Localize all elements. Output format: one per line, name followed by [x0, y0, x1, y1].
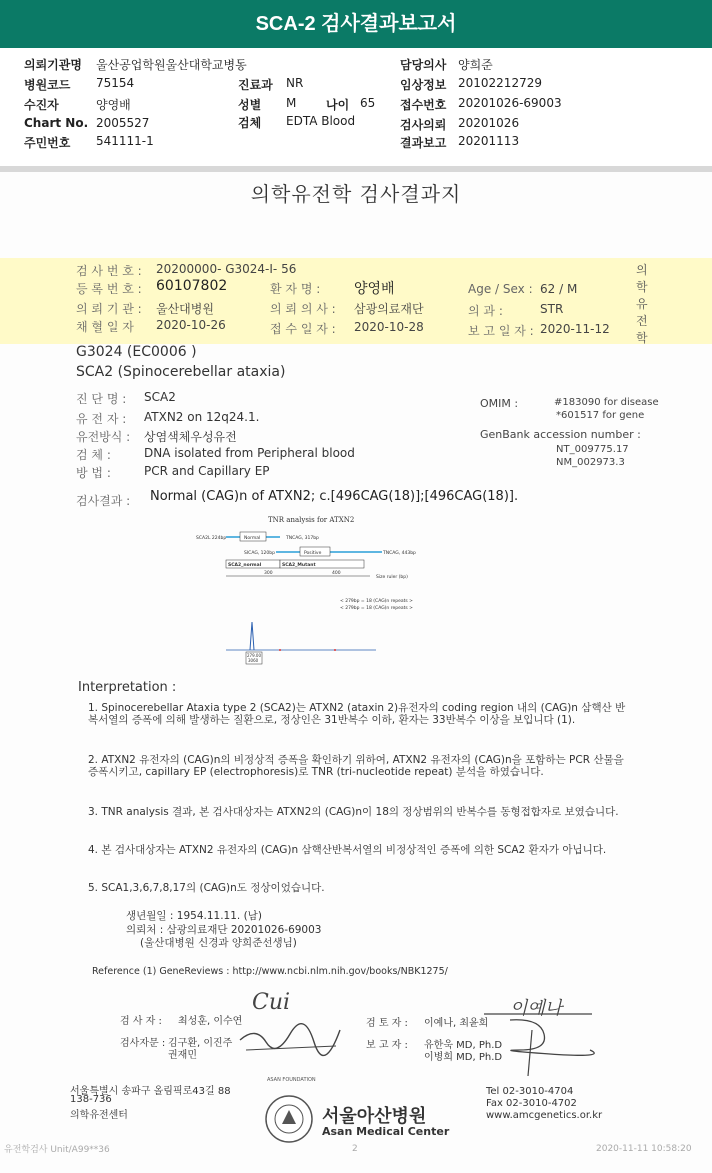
signature-reviewer-text: 이예나 — [510, 998, 563, 1019]
examiner-label: 검 사 자 : — [120, 1016, 162, 1027]
page-number: 2 — [352, 1144, 358, 1154]
specimen-label: 검체 — [238, 116, 262, 130]
signature-examiner-text: Cui — [252, 990, 291, 1015]
figure-expanded-box-text: Positive — [304, 551, 322, 556]
receipt-date-value: 2020-10-28 — [354, 320, 424, 334]
method-value: PCR and Capillary EP — [144, 464, 270, 478]
diag-label: 진 단 명 : — [76, 392, 127, 406]
tnr-analysis-figure — [190, 512, 450, 672]
genbank-nt: NT_009775.17 — [556, 444, 629, 455]
tel: Tel 02-3010-4704 — [486, 1086, 574, 1097]
figure-title: TNR analysis for ATXN2 — [268, 516, 355, 524]
institution-value: 울산공업학원울산대학교병동 — [96, 58, 247, 72]
figure-peak — [250, 622, 254, 650]
gene-label: 유 전 자 : — [76, 412, 127, 426]
examiner-value: 최성훈, 이수연 — [178, 1016, 243, 1027]
chart-no-label: Chart No. — [24, 116, 89, 130]
report-title-bar — [0, 0, 712, 48]
age-sex-value: 62 / M — [540, 282, 578, 296]
patient-label: 수진자 — [24, 98, 59, 112]
reporter-label: 보 고 자 : — [366, 1040, 408, 1051]
req-doctor-value: 삼광의료재단 — [354, 302, 424, 316]
report-date-value: 2020-11-12 — [540, 322, 610, 336]
figure-peak-height: 3060 — [248, 658, 259, 663]
inherit-value: 상염색체우성유전 — [144, 430, 237, 444]
test-name: SCA2 (Spinocerebellar ataxia) — [76, 364, 286, 380]
institution-label: 의뢰기관명 — [24, 58, 82, 72]
request-date-label: 검사의뢰 — [400, 118, 447, 132]
req-inst-label: 의 뢰 기 관 : — [76, 302, 142, 316]
specimen-label: 검 체 : — [76, 448, 111, 462]
timestamp: 2020-11-11 10:58:20 — [596, 1144, 692, 1154]
omim-gene: *601517 for gene — [556, 410, 645, 421]
figure-scale-mutant: SCA2_Mutant — [282, 563, 316, 568]
age-label: 나이 — [326, 98, 350, 112]
figure-marker-1 — [279, 649, 281, 651]
tech-value: 김구환, 이진주 — [168, 1038, 233, 1049]
reg-no-value: 60107802 — [156, 278, 228, 294]
receipt-label: 접수번호 — [400, 98, 447, 112]
specimen-value: DNA isolated from Peripheral blood — [144, 446, 355, 460]
signature-tech — [236, 1020, 346, 1060]
interpretation-item-4: 4. 본 검사대상자는 ATXN2 유전자의 (CAG)n 삼핵산반복서열의 비정상적인 증폭에 의한 SCA2 환자가 아닙니다. — [88, 844, 607, 856]
reviewer-value: 이예나, 최윤희 — [424, 1018, 489, 1029]
report-date-label: 보 고 일 자 : — [468, 324, 534, 338]
figure-expanded-right: TNCAG, 443bp — [383, 551, 416, 556]
tech-label: 검사자문 : — [120, 1038, 166, 1049]
resident-no-value: 541111-1 — [96, 134, 154, 148]
address-line-1: 서울특별시 송파구 올림픽로43길 88 — [70, 1086, 231, 1097]
patient-name-value: 양영배 — [354, 281, 395, 297]
address-line-3: 의학유전센터 — [70, 1110, 128, 1121]
omim-label: OMIM : — [480, 397, 519, 410]
patient-value: 양영배 — [96, 98, 131, 112]
report-date-value: 20201113 — [458, 134, 520, 148]
address-line-2: 138-736 — [70, 1094, 112, 1105]
interpretation-item-3: 3. TNR analysis 결과, 본 검사대상자는 ATXN2의 (CAG)n이 18의 정상범위의 반복수를 동형접합자로 보였습니다. — [88, 806, 619, 818]
reporter-value-2: 이병희 MD, Ph.D — [424, 1052, 503, 1063]
interpretation-label: Interpretation : — [78, 680, 177, 695]
result-label: 검사결과 : — [76, 494, 131, 508]
sex-label: 성별 — [238, 98, 262, 112]
gene-value: ATXN2 on 12q24.1. — [144, 410, 260, 424]
figure-tick-400: 400 — [332, 571, 341, 576]
figure-peak-size: 279.00 — [247, 653, 261, 658]
hospital-code-label: 병원코드 — [24, 78, 71, 92]
referrer-detail: (울산대병원 신경과 양희준선생님) — [140, 937, 297, 949]
receipt-date-label: 접 수 일 자 : — [270, 322, 336, 336]
referrer: 의뢰처 : 삼광의료재단 20201026-69003 — [126, 924, 322, 936]
age-sex-label: Age / Sex : — [468, 282, 533, 296]
receipt-value: 20201026-69003 — [458, 96, 562, 110]
collect-date-value: 2020-10-26 — [156, 318, 226, 332]
req-doctor-label: 의 뢰 의 사 : — [270, 302, 336, 316]
doctor-label: 담당의사 — [400, 58, 447, 72]
resident-no-label: 주민번호 — [24, 136, 71, 150]
collect-date-label: 채 혈 일 자 — [76, 320, 134, 334]
figure-normal-box-text: Normal — [244, 536, 261, 541]
interpretation-item-1: 1. Spinocerebellar Ataxia type 2 (SCA2)는 ATXN2 (ataxin 2)유전자의 coding region 내의 (CAG)n 삼핵산 반복서열의 증폭에 의해 발생하는 질환으로, 정상인은 31반복수 이하, 환자는 33반복수 이상을 보입니다 (1). — [88, 702, 626, 726]
dept-value: NR — [286, 76, 304, 90]
scanned-document — [0, 172, 712, 1173]
req-inst-value: 울산대병원 — [156, 302, 214, 316]
reviewer-label: 검 토 자 : — [366, 1018, 408, 1029]
figure-repeat-2: < 279bp = 18 (CAG)n repeats > — [340, 606, 413, 611]
reg-no-label: 등 록 번 호 : — [76, 282, 142, 296]
test-no-label: 검 사 번 호 : — [76, 264, 142, 278]
figure-scale-normal: SCA2_normal — [228, 563, 262, 568]
clinical-value: 20102212729 — [458, 76, 542, 90]
figure-expanded-label: SICAG, 120bp — [244, 551, 275, 556]
figure-normal-right: TNCAG, 317bp — [286, 536, 319, 541]
asan-foundation-logo — [264, 1094, 314, 1144]
genbank-nm: NM_002973.3 — [556, 457, 625, 468]
report-header — [0, 48, 712, 166]
patient-name-label: 환 자 명 : — [270, 282, 321, 296]
chart-no-value: 2005527 — [96, 116, 150, 130]
genbank-label: GenBank accession number : — [480, 428, 641, 441]
doctor-value: 양희준 — [458, 58, 493, 72]
figure-marker-2 — [334, 649, 336, 651]
hospital-name-en: Asan Medical Center — [322, 1125, 450, 1138]
req-dept-value: STR — [540, 302, 564, 316]
result-value: Normal (CAG)n of ATXN2; c.[496CAG(18)];[496CAG(18)]. — [150, 489, 519, 504]
req-dept-label: 의 과 : — [468, 304, 503, 318]
inherit-label: 유전방식 : — [76, 430, 131, 444]
request-date-value: 20201026 — [458, 116, 520, 130]
figure-repeat-1: < 279bp = 18 (CAG)n repeats > — [340, 599, 413, 604]
figure-tick-300: 300 — [264, 571, 273, 576]
reference: Reference (1) GeneReviews : http://www.ncbi.nlm.nih.gov/books/NBK1275/ — [92, 966, 448, 977]
report-date-label: 결과보고 — [400, 136, 447, 150]
signature-reporter — [480, 1010, 600, 1080]
test-code: G3024 (EC0006 ) — [76, 344, 197, 360]
age-value: 65 — [360, 96, 376, 110]
document-title: 의학유전학 검사결과지 — [250, 182, 462, 206]
tech-value-2: 권재민 — [168, 1050, 197, 1061]
method-label: 방 법 : — [76, 466, 111, 480]
diag-value: SCA2 — [144, 390, 176, 404]
sex-value: M — [286, 96, 297, 110]
report-title: SCA-2 검사결과보고서 — [255, 13, 457, 35]
side-label: 의학유전학 — [636, 263, 648, 345]
omim-disease: #183090 for disease — [554, 397, 659, 408]
clinical-label: 임상정보 — [400, 78, 447, 92]
interpretation-item-5: 5. SCA1,3,6,7,8,17의 (CAG)n도 정상이었습니다. — [88, 882, 325, 894]
watermark: 유전학검사 Unit/A99**36 — [4, 1145, 110, 1155]
figure-normal-label: SCA2L 224bp — [196, 536, 227, 541]
dept-label: 진료과 — [238, 78, 273, 92]
website: www.amcgenetics.or.kr — [486, 1110, 603, 1121]
hospital-code-value: 75154 — [96, 76, 135, 90]
figure-ruler-label: Size ruler (bp) — [376, 575, 408, 580]
fax: Fax 02-3010-4702 — [486, 1098, 577, 1109]
interpretation-item-2: 2. ATXN2 유전자의 (CAG)n의 비정상적 증폭을 확인하기 위하여, ATXN2 유전자의 (CAG)n을 포함하는 PCR 산물을 증폭시키고, capillary EP (electrophoresis)로 TNR (tri-nucleotide repeat) 분석을 하였습니다. — [88, 754, 624, 778]
logo-text: ASAN FOUNDATION — [267, 1077, 316, 1083]
birth-date: 생년월일 : 1954.11.11. (남) — [126, 910, 262, 922]
hospital-name-kr: 서울아산병원 — [322, 1106, 427, 1127]
test-no-value: 20200000- G3024-I- 56 — [156, 262, 297, 276]
specimen-value: EDTA Blood — [286, 114, 356, 128]
reporter-value: 유한욱 MD, Ph.D — [424, 1040, 503, 1051]
